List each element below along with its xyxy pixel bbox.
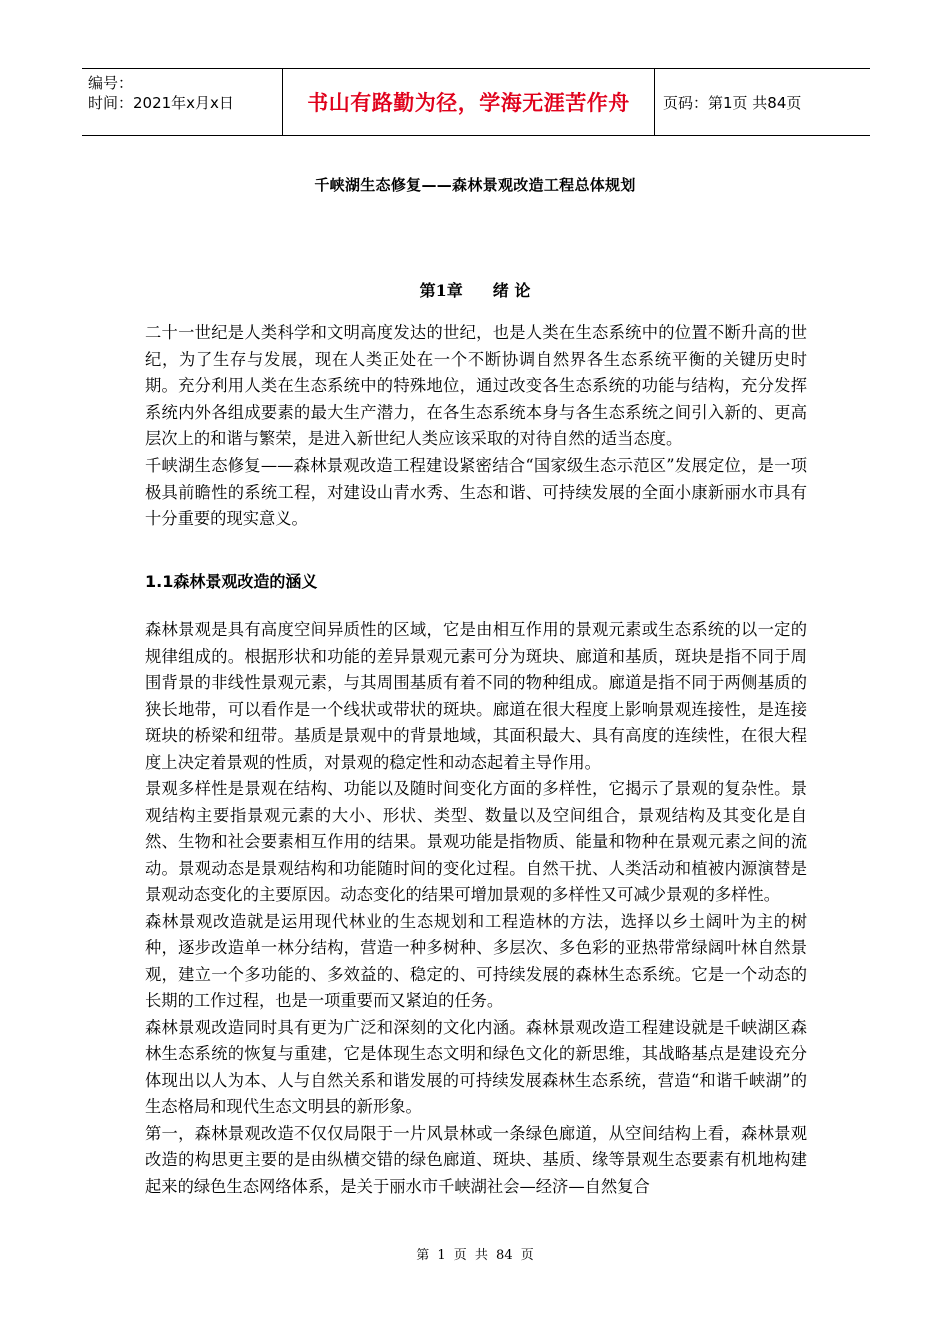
page-footer: 第 1 页 共 84 页 (416, 1248, 534, 1263)
motto-text: 书山有路勤为径，学海无涯苦作舟 (307, 91, 630, 115)
section-paragraph: 森林景观改造就是运用现代林业的生态规划和工程造林的方法，选择以乡土阔叶为主的树种，逐步改造单一林分结构，营造一种多树种、多层次、多色彩的亚热带常绿阔叶林自然景观，建立一个多功能的、多效益的、稳定的、可持续发展的森林生态系统。它是一个动态的长期的工作过程，也是一项重要而又紧迫的任务。 (145, 911, 807, 1010)
intro-body (145, 320, 807, 533)
chapter-heading (0, 278, 950, 301)
section-paragraph: 森林景观改造同时具有更为广泛和深刻的文化内涵。森林景观改造工程建设就是千峡湖区森林生态系统的恢复与重建，它是体现生态文明和绿色文化的新思维，其战略基点是建设充分体现出以人为本、人与自然关系和谐发展的可持续发展森林生态系统，营造“和谐千峡湖”的生态格局和现代生态文明县的新形象。 (145, 1017, 807, 1116)
section-paragraph: 第一，森林景观改造不仅仅局限于一片风景林或一条绿色廊道，从空间结构上看，森林景观改造的构思更主要的是由纵横交错的绿色廊道、斑块、基质、缘等景观生态要素有机地构建起来的绿色生态网络体系，是关于丽水市千峡湖社会—经济—自然复合 (145, 1123, 807, 1196)
header-table (82, 68, 870, 136)
section-paragraph: 森林景观是具有高度空间异质性的区域，它是由相互作用的景观元素或生态系统的以一定的规律组成的。根据形状和功能的差异景观元素可分为斑块、廊道和基质，斑块是指不同于周围背景的非线性景观元素，与其周围基质有着不同的物种组成。廊道是指不同于两侧基质的狭长地带，可以看作是一个线状或带状的斑块。廊道在很大程度上影响景观连接性，是连接斑块的桥梁和纽带。基质是景观中的背景地域，其面积最大、具有高度的连续性，在很大程度上决定着景观的性质，对景观的稳定性和动态起着主导作用。 (145, 620, 807, 772)
time-label: 时间：2021年x月x日 (88, 94, 234, 112)
header-motto-cell (282, 69, 655, 135)
chapter-number: 第1章 (419, 281, 463, 300)
header-page-info (655, 69, 870, 135)
chapter-title: 绪 论 (492, 281, 531, 300)
header-meta (82, 69, 282, 135)
number-label: 编号： (88, 74, 134, 92)
intro-paragraph: 二十一世纪是人类科学和文明高度发达的世纪，也是人类在生态系统中的位置不断升高的世纪，为了生存与发展，现在人类正处在一个不断协调自然界各生态系统平衡的关键历史时期。充分利用人类在生态系统中的特殊地位，通过改变各生态系统的功能与结构，充分发挥系统内外各组成要素的最大生产潜力，在各生态系统本身与各生态系统之间引入新的、更高层次上的和谐与繁荣，是进入新世纪人类应该采取的对待自然的适当态度。 (145, 323, 807, 449)
section-paragraph: 景观多样性是景观在结构、功能以及随时间变化方面的多样性，它揭示了景观的复杂性。景观结构主要指景观元素的大小、形状、类型、数量以及空间组合，景观结构及其变化是自然、生物和社会要素相互作用的结果。景观功能是指物质、能量和物种在景观元素之间的流动。景观动态是景观结构和功能随时间的变化过程。自然干扰、人类活动和植被内源演替是景观动态变化的主要原因。动态变化的结果可增加景观的多样性又可减少景观的多样性。 (145, 779, 807, 904)
section-body (145, 617, 807, 1200)
intro-paragraph: 千峡湖生态修复——森林景观改造工程建设紧密结合“国家级生态示范区”发展定位，是一项极具前瞻性的系统工程，对建设山青水秀、生态和谐、可持续发展的全面小康新丽水市具有十分重要的现实意义。 (145, 455, 807, 529)
document-title: 千峡湖生态修复——森林景观改造工程总体规划 (314, 176, 636, 194)
page-info-text: 页码：第1页 共84页 (663, 93, 802, 112)
section-heading: 1.1森林景观改造的涵义 (145, 572, 318, 591)
